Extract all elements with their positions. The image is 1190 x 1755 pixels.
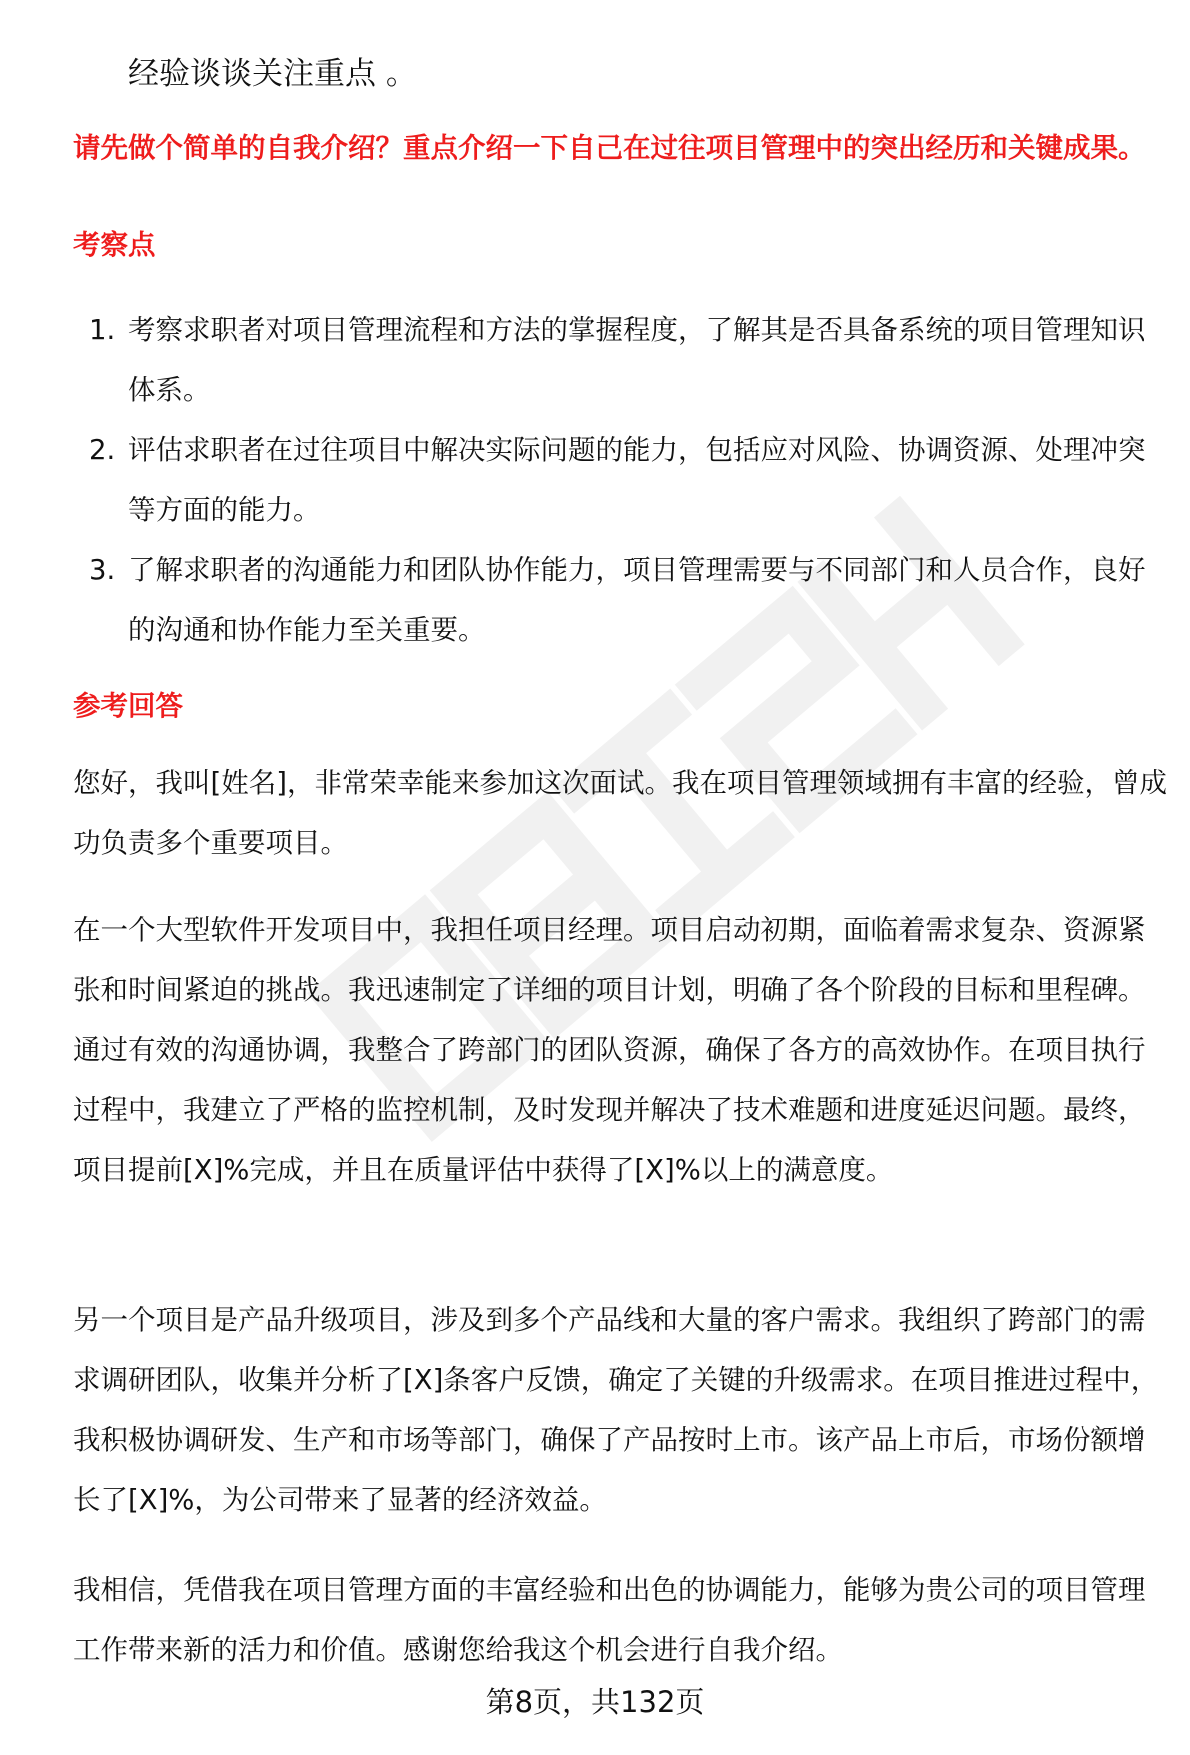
list-item-text: 考察求职者对项目管理流程和方法的掌握程度，了解其是否具备系统的项目管理知识体系。 (128, 314, 1146, 406)
list-item (73, 540, 1163, 660)
answer-heading: 参考回答 (73, 690, 183, 722)
list-item-text: 了解求职者的沟通能力和团队协作能力，项目管理需要与不同部门和人员合作，良好的沟通和协作能力至关重要。 (128, 554, 1146, 646)
interview-question: 请先做个简单的自我介绍？重点介绍一下自己在过往项目管理中的突出经历和关键成果。 (73, 132, 1146, 164)
assessment-points-list (73, 300, 1163, 660)
answer-paragraph: 我相信，凭借我在项目管理方面的丰富经验和出色的协调能力，能够为贵公司的项目管理工作带来新的活力和价值。感谢您给我这个机会进行自我介绍。 (73, 1574, 1146, 1666)
page-number-footer: 第8页，共132页 (485, 1685, 705, 1719)
list-item-text: 评估求职者在过往项目中解决实际问题的能力，包括应对风险、协调资源、处理冲突等方面的能力。 (128, 434, 1146, 526)
answer-paragraph: 您好，我叫[姓名]，非常荣幸能来参加这次面试。我在项目管理领域拥有丰富的经验，曾成功负责多个重要项目。 (73, 767, 1167, 859)
list-number: 2. (89, 434, 116, 466)
answer-paragraph: 在一个大型软件开发项目中，我担任项目经理。项目启动初期，面临着需求复杂、资源紧张和时间紧迫的挑战。我迅速制定了详细的项目计划，明确了各个阶段的目标和里程碑。通过有效的沟通协调，我整合了跨部门的团队资源，确保了各方的高效协作。在项目执行过程中，我建立了严格的监控机制，及时发现并解决了技术难题和进度延迟问题。最终，项目提前[X]%完成，并且在质量评估中获得了[X]%以上的满意度。 (73, 914, 1146, 1186)
answer-paragraph: 另一个项目是产品升级项目，涉及到多个产品线和大量的客户需求。我组织了跨部门的需求调研团队，收集并分析了[X]条客户反馈，确定了关键的升级需求。在项目推进过程中，我积极协调研发、生产和市场等部门，确保了产品按时上市。该产品上市后，市场份额增长了[X]%，为公司带来了显著的经济效益。 (73, 1304, 1159, 1516)
list-item (73, 300, 1163, 420)
points-heading: 考察点 (73, 229, 156, 261)
list-number: 3. (89, 554, 116, 586)
continuation-text: 经验谈谈关注重点 。 (128, 56, 417, 92)
list-number: 1. (89, 314, 116, 346)
list-item (73, 420, 1163, 540)
